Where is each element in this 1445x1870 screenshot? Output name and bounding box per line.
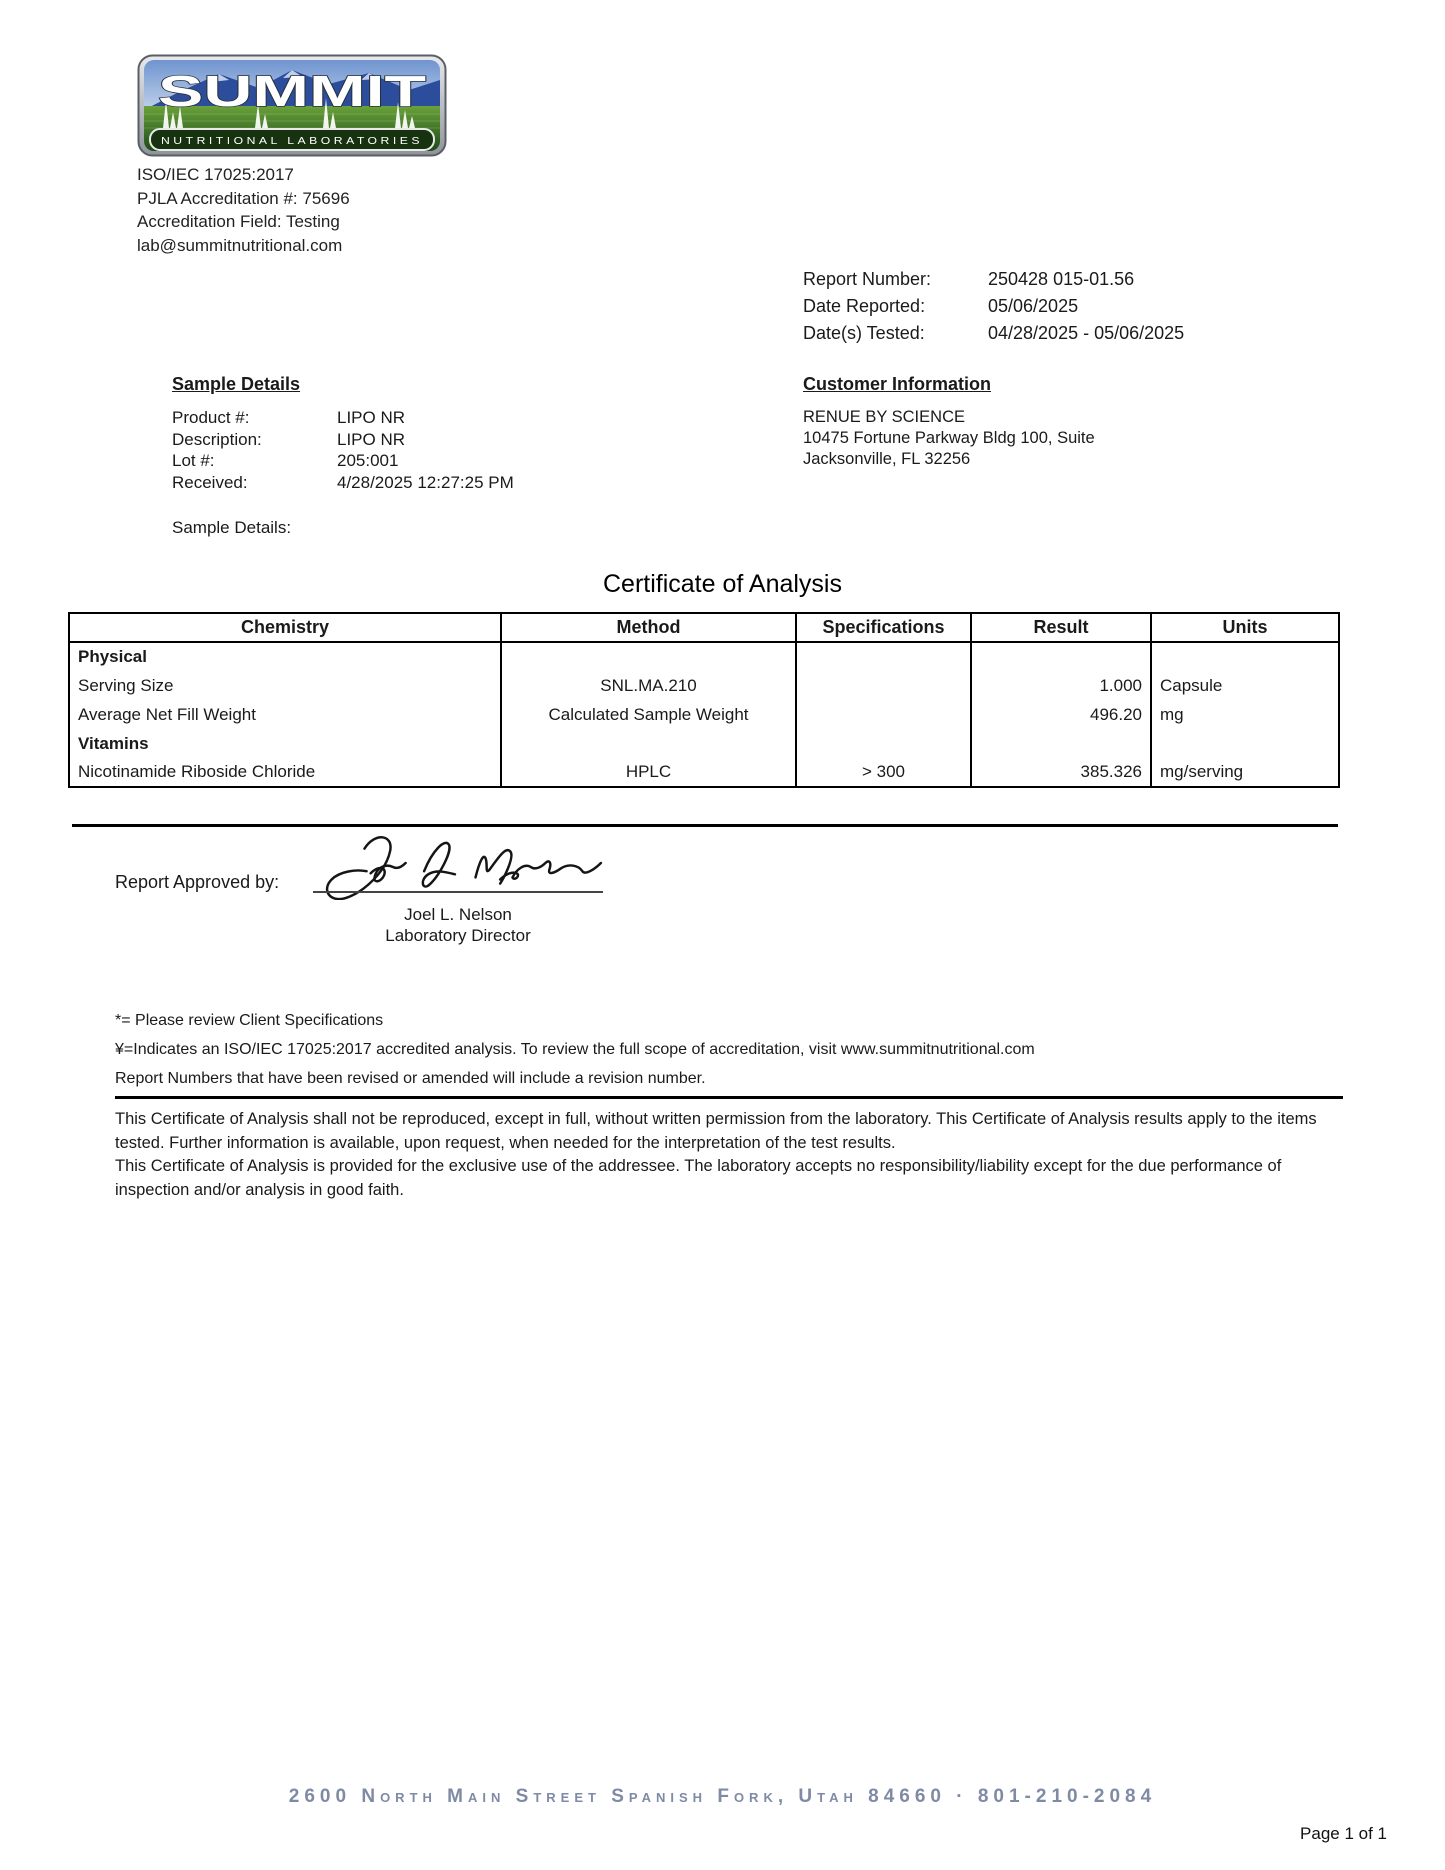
- sample-details-block: [172, 374, 514, 493]
- sample-details-heading: Sample Details: [172, 374, 301, 394]
- customer-info-heading: Customer Information: [803, 374, 992, 394]
- page-title: Certificate of Analysis: [603, 570, 842, 598]
- date-reported-label: Date Reported:: [803, 296, 926, 316]
- accreditation-block: [137, 163, 350, 257]
- accreditation-field-line: Accreditation Field: Testing: [137, 212, 340, 231]
- report-number-row: [803, 266, 1184, 293]
- units-cell: mg/serving: [1151, 758, 1339, 787]
- footnote-accredited-analysis: ¥=Indicates an ISO/IEC 17025:2017 accredited analysis. To review the full scope of accreditation, visit www.summitnutritional.com: [115, 1040, 1035, 1058]
- received-label: Received:: [172, 472, 248, 492]
- disclaimer-paragraph-1: This Certificate of Analysis shall not be reproduced, except in full, without written permission from the laboratory. This Certificate of Analysis results apply to the items tested. Further information is available, upon request, when needed for the interpretation of the test results.: [115, 1110, 1317, 1152]
- description-label: Description:: [172, 429, 262, 449]
- column-header-result: Result: [971, 613, 1151, 642]
- column-header-specifications: Specifications: [796, 613, 971, 642]
- product-label: Product #:: [172, 408, 250, 427]
- spec-cell: [796, 671, 971, 700]
- lab-address-footer: 2600 North Main Street Spanish Fork, Utah 84660 · 801-210-2084: [288, 1786, 1157, 1807]
- coa-table: [68, 612, 1340, 788]
- customer-info-block: [803, 374, 1095, 470]
- product-row: [172, 407, 514, 429]
- table-cell: [1151, 729, 1339, 758]
- analyte-name: Serving Size: [78, 675, 174, 695]
- signature-line: [313, 891, 603, 893]
- customer-address-line2: Jacksonville, FL 32256: [803, 450, 971, 468]
- dates-tested-row: [803, 320, 1184, 347]
- method-cell: Calculated Sample Weight: [501, 700, 796, 729]
- lot-label: Lot #:: [172, 451, 215, 470]
- summit-logo: [137, 54, 447, 157]
- table-row-serving-size: [69, 671, 1339, 700]
- report-approved-by-label: Report Approved by:: [115, 872, 280, 892]
- table-cell: [501, 729, 796, 758]
- table-header-row: [69, 613, 1339, 642]
- report-number-label: Report Number:: [803, 269, 932, 289]
- analyte-name: Nicotinamide Riboside Chloride: [78, 762, 316, 781]
- footnote-client-specifications: *= Please review Client Specifications: [115, 1011, 384, 1029]
- result-cell: 1.000: [971, 671, 1151, 700]
- method-cell: HPLC: [501, 758, 796, 787]
- footnotes-block: [115, 1006, 1035, 1093]
- customer-name: RENUE BY SCIENCE: [803, 408, 965, 426]
- dates-tested-label: Date(s) Tested:: [803, 323, 925, 343]
- table-cell: [971, 642, 1151, 671]
- pjla-line: PJLA Accreditation #: 75696: [137, 188, 350, 208]
- column-header-method: Method: [501, 613, 796, 642]
- units-cell: mg: [1151, 700, 1339, 729]
- table-section-row-physical: [69, 642, 1339, 671]
- logo-wordmark: SUMMIT: [158, 67, 427, 116]
- report-number-value: 250428 015-01.56: [988, 269, 1135, 289]
- footnote-revision-numbers: Report Numbers that have been revised or amended will include a revision number.: [115, 1069, 706, 1087]
- section-label: Vitamins: [78, 733, 149, 753]
- dates-tested-value: 04/28/2025 - 05/06/2025: [988, 323, 1185, 343]
- iso-line: ISO/IEC 17025:2017: [137, 165, 294, 184]
- results-table-wrap: [68, 612, 1340, 788]
- description-value: LIPO NR: [337, 429, 406, 449]
- signer-name: Joel L. Nelson: [404, 905, 512, 924]
- disclaimer-paragraph-2: This Certificate of Analysis is provided for the exclusive use of the addressee. The laboratory accepts no responsibility/liability except for the due performance of inspection and/or analysis in good faith.: [115, 1157, 1282, 1199]
- table-cell: [501, 642, 796, 671]
- received-row: [172, 472, 514, 494]
- page-number: Page 1 of 1: [1300, 1824, 1387, 1843]
- signature-image: [302, 826, 612, 900]
- result-cell: 385.326: [971, 758, 1151, 787]
- units-cell: Capsule: [1151, 671, 1339, 700]
- logo-banner-text: NUTRITIONAL LABORATORIES: [161, 135, 423, 147]
- date-reported-value: 05/06/2025: [988, 296, 1079, 316]
- received-value: 4/28/2025 12:27:25 PM: [337, 472, 514, 492]
- column-header-chemistry: Chemistry: [69, 613, 501, 642]
- section-divider: [72, 824, 1338, 827]
- section-label: Physical: [78, 647, 147, 666]
- table-cell: [796, 729, 971, 758]
- report-info-block: [803, 266, 1184, 347]
- result-cell: 496.20: [971, 700, 1151, 729]
- table-section-row-vitamins: [69, 729, 1339, 758]
- lab-email: lab@summitnutritional.com: [137, 235, 343, 255]
- date-reported-row: [803, 293, 1184, 320]
- column-header-units: Units: [1151, 613, 1339, 642]
- lot-row: [172, 450, 514, 472]
- table-cell: [971, 729, 1151, 758]
- customer-address-line1: 10475 Fortune Parkway Bldg 100, Suite: [803, 429, 1095, 447]
- signer-title: Laboratory Director: [385, 926, 531, 945]
- method-cell: SNL.MA.210: [501, 671, 796, 700]
- summit-logo-image: [137, 54, 447, 157]
- product-value: LIPO NR: [337, 408, 406, 427]
- description-row: [172, 429, 514, 451]
- table-cell: [1151, 642, 1339, 671]
- table-cell: [796, 642, 971, 671]
- lot-value: 205:001: [337, 451, 399, 470]
- disclaimer-block: [115, 1108, 1350, 1202]
- sample-details-extra-label: Sample Details:: [172, 518, 292, 537]
- spec-cell: > 300: [796, 758, 971, 787]
- footnotes-divider: [115, 1096, 1343, 1099]
- table-row-average-net-fill-weight: [69, 700, 1339, 729]
- analyte-name: Average Net Fill Weight: [78, 704, 256, 724]
- spec-cell: [796, 700, 971, 729]
- table-row-nicotinamide-riboside-chloride: [69, 758, 1339, 787]
